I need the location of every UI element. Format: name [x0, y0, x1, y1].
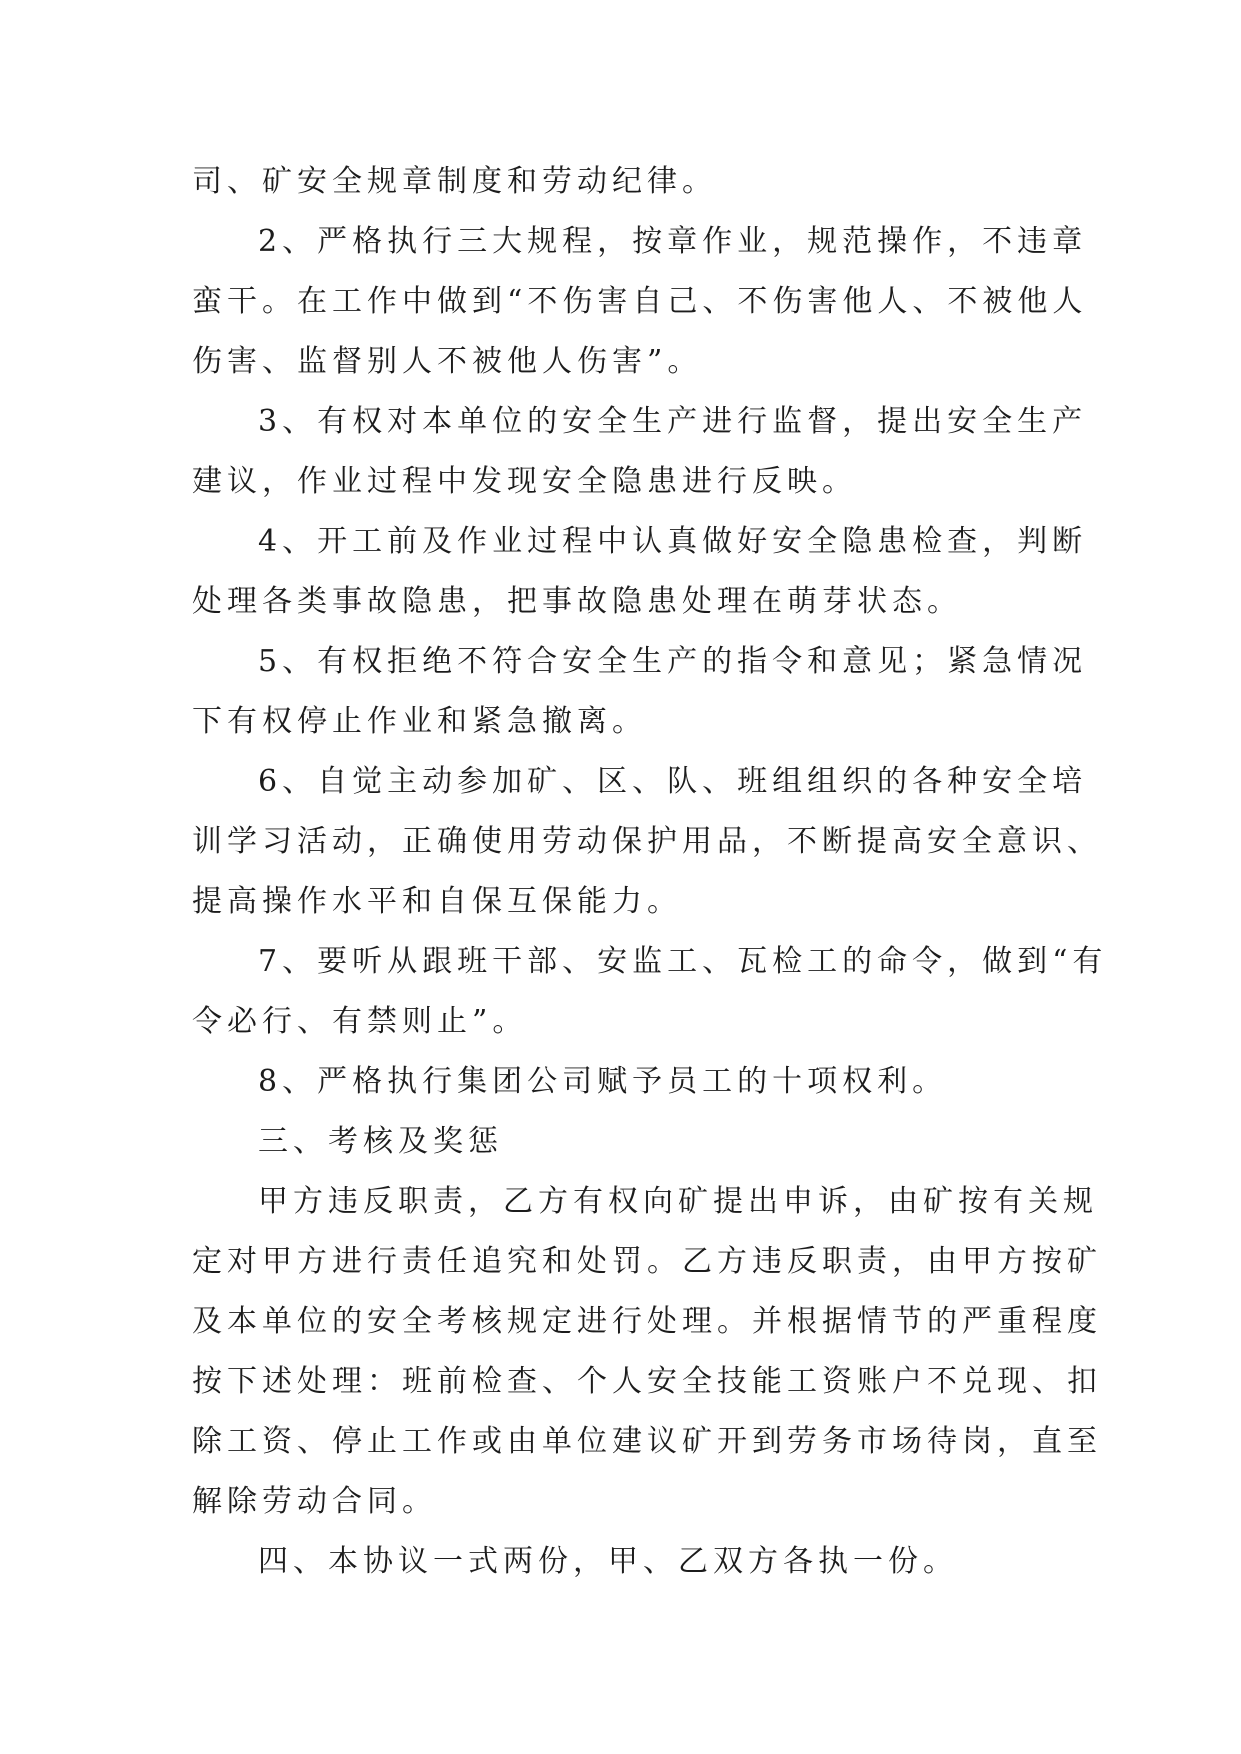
text-line: 5、有权拒绝不符合安全生产的指令和意见；紧急情况	[258, 644, 1088, 679]
text-line: 2、严格执行三大规程，按章作业，规范操作，不违章	[258, 224, 1088, 259]
text-line: 按下述处理：班前检查、个人安全技能工资账户不兑现、扣	[192, 1364, 1102, 1399]
text-line: 6、自觉主动参加矿、区、队、班组组织的各种安全培	[258, 764, 1088, 799]
text-line: 训学习活动，正确使用劳动保护用品，不断提高安全意识、	[192, 824, 1102, 859]
section-heading: 四、本协议一式两份，甲、乙双方各执一份。	[258, 1544, 958, 1579]
text-line: 3、有权对本单位的安全生产进行监督，提出安全生产	[258, 404, 1088, 439]
text-line: 建议，作业过程中发现安全隐患进行反映。	[192, 464, 857, 499]
text-line: 司、矿安全规章制度和劳动纪律。	[192, 164, 717, 199]
text-line: 处理各类事故隐患，把事故隐患处理在萌芽状态。	[192, 584, 962, 619]
text-line: 解除劳动合同。	[192, 1484, 437, 1519]
text-line: 蛮干。在工作中做到“不伤害自己、不伤害他人、不被他人	[192, 284, 1088, 319]
text-line: 伤害、监督别人不被他人伤害”。	[192, 344, 703, 379]
text-line: 7、要听从跟班干部、安监工、瓦检工的命令，做到“有	[258, 944, 1108, 979]
text-line: 甲方违反职责，乙方有权向矿提出申诉，由矿按有关规	[258, 1184, 1098, 1219]
text-line: 及本单位的安全考核规定进行处理。并根据情节的严重程度	[192, 1304, 1102, 1339]
text-line: 除工资、停止工作或由单位建议矿开到劳务市场待岗，直至	[192, 1424, 1102, 1459]
text-line: 令必行、有禁则止”。	[192, 1004, 528, 1039]
text-line: 下有权停止作业和紧急撤离。	[192, 704, 647, 739]
document-body	[192, 152, 1108, 1592]
text-line: 提高操作水平和自保互保能力。	[192, 884, 682, 919]
section-heading: 三、考核及奖惩	[258, 1124, 503, 1159]
text-line: 定对甲方进行责任追究和处罚。乙方违反职责，由甲方按矿	[192, 1244, 1102, 1279]
text-line: 4、开工前及作业过程中认真做好安全隐患检查，判断	[258, 524, 1088, 559]
text-line: 8、严格执行集团公司赋予员工的十项权利。	[258, 1064, 948, 1099]
